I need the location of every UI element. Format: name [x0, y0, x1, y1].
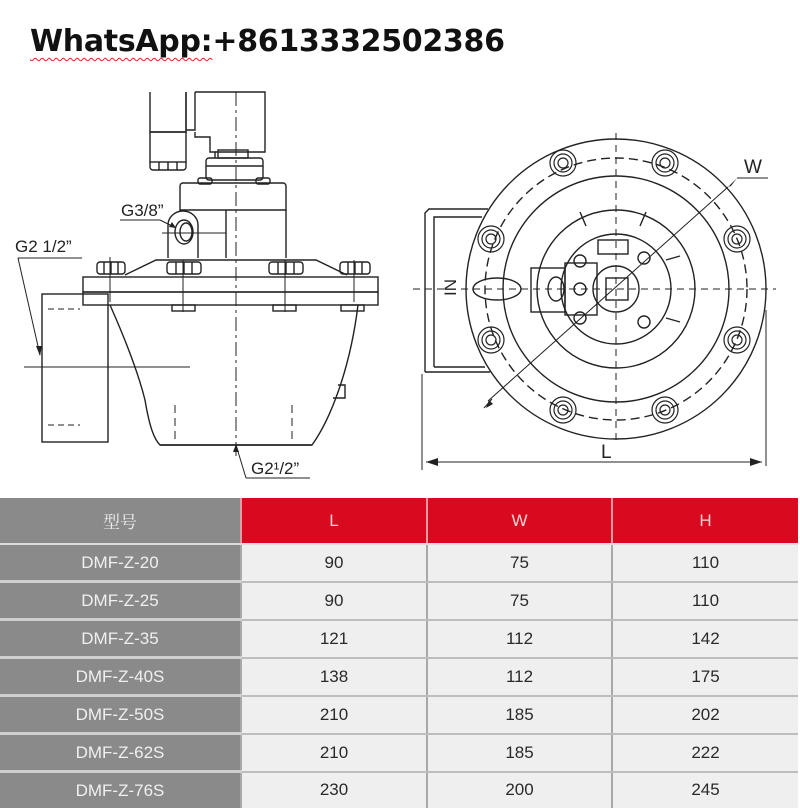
- cell-h: 202: [612, 696, 798, 734]
- inlet-mark-label: IN: [441, 279, 460, 296]
- cell-h: 245: [612, 772, 798, 808]
- whatsapp-contact: [30, 24, 505, 59]
- cell-h: 222: [612, 734, 798, 772]
- spec-table: [0, 498, 798, 808]
- cell-l: 138: [241, 658, 427, 696]
- cell-model: DMF-Z-20: [0, 544, 241, 582]
- table-row: [0, 620, 798, 658]
- cell-w: 112: [427, 620, 612, 658]
- outlet-port-label: G2¹/2”: [251, 459, 300, 478]
- cell-w: 75: [427, 582, 612, 620]
- table-row: [0, 696, 798, 734]
- cell-l: 90: [241, 544, 427, 582]
- top-view-drawing: [413, 133, 776, 470]
- cell-model: DMF-Z-76S: [0, 772, 241, 808]
- cell-l: 210: [241, 734, 427, 772]
- width-dim-label: W: [744, 157, 762, 178]
- table-row: [0, 582, 798, 620]
- cell-w: 75: [427, 544, 612, 582]
- table-row: [0, 544, 798, 582]
- cell-model: DMF-Z-35: [0, 620, 241, 658]
- side-view-drawing: [15, 92, 378, 478]
- cell-h: 110: [612, 582, 798, 620]
- header-l: L: [241, 498, 427, 544]
- contact-label: WhatsApp:: [30, 24, 212, 59]
- cell-h: 175: [612, 658, 798, 696]
- technical-drawing: [0, 80, 800, 490]
- cell-l: 230: [241, 772, 427, 808]
- cell-model: DMF-Z-62S: [0, 734, 241, 772]
- cell-w: 185: [427, 696, 612, 734]
- header-w: W: [427, 498, 612, 544]
- cell-h: 142: [612, 620, 798, 658]
- cell-model: DMF-Z-25: [0, 582, 241, 620]
- cell-w: 112: [427, 658, 612, 696]
- cell-h: 110: [612, 544, 798, 582]
- header-h: H: [612, 498, 798, 544]
- length-dim-label: L: [601, 442, 612, 463]
- table-header-row: [0, 498, 798, 544]
- cell-l: 90: [241, 582, 427, 620]
- header-model: 型号: [0, 498, 241, 544]
- cell-model: DMF-Z-50S: [0, 696, 241, 734]
- cell-l: 210: [241, 696, 427, 734]
- cell-model: DMF-Z-40S: [0, 658, 241, 696]
- cell-w: 185: [427, 734, 612, 772]
- inlet-port-label: G2 1/2”: [15, 237, 72, 256]
- cell-w: 200: [427, 772, 612, 808]
- table-row: [0, 772, 798, 808]
- table-row: [0, 658, 798, 696]
- pilot-port-label: G3/8”: [121, 201, 164, 220]
- table-row: [0, 734, 798, 772]
- cell-l: 121: [241, 620, 427, 658]
- contact-number: +8613332502386: [212, 24, 504, 59]
